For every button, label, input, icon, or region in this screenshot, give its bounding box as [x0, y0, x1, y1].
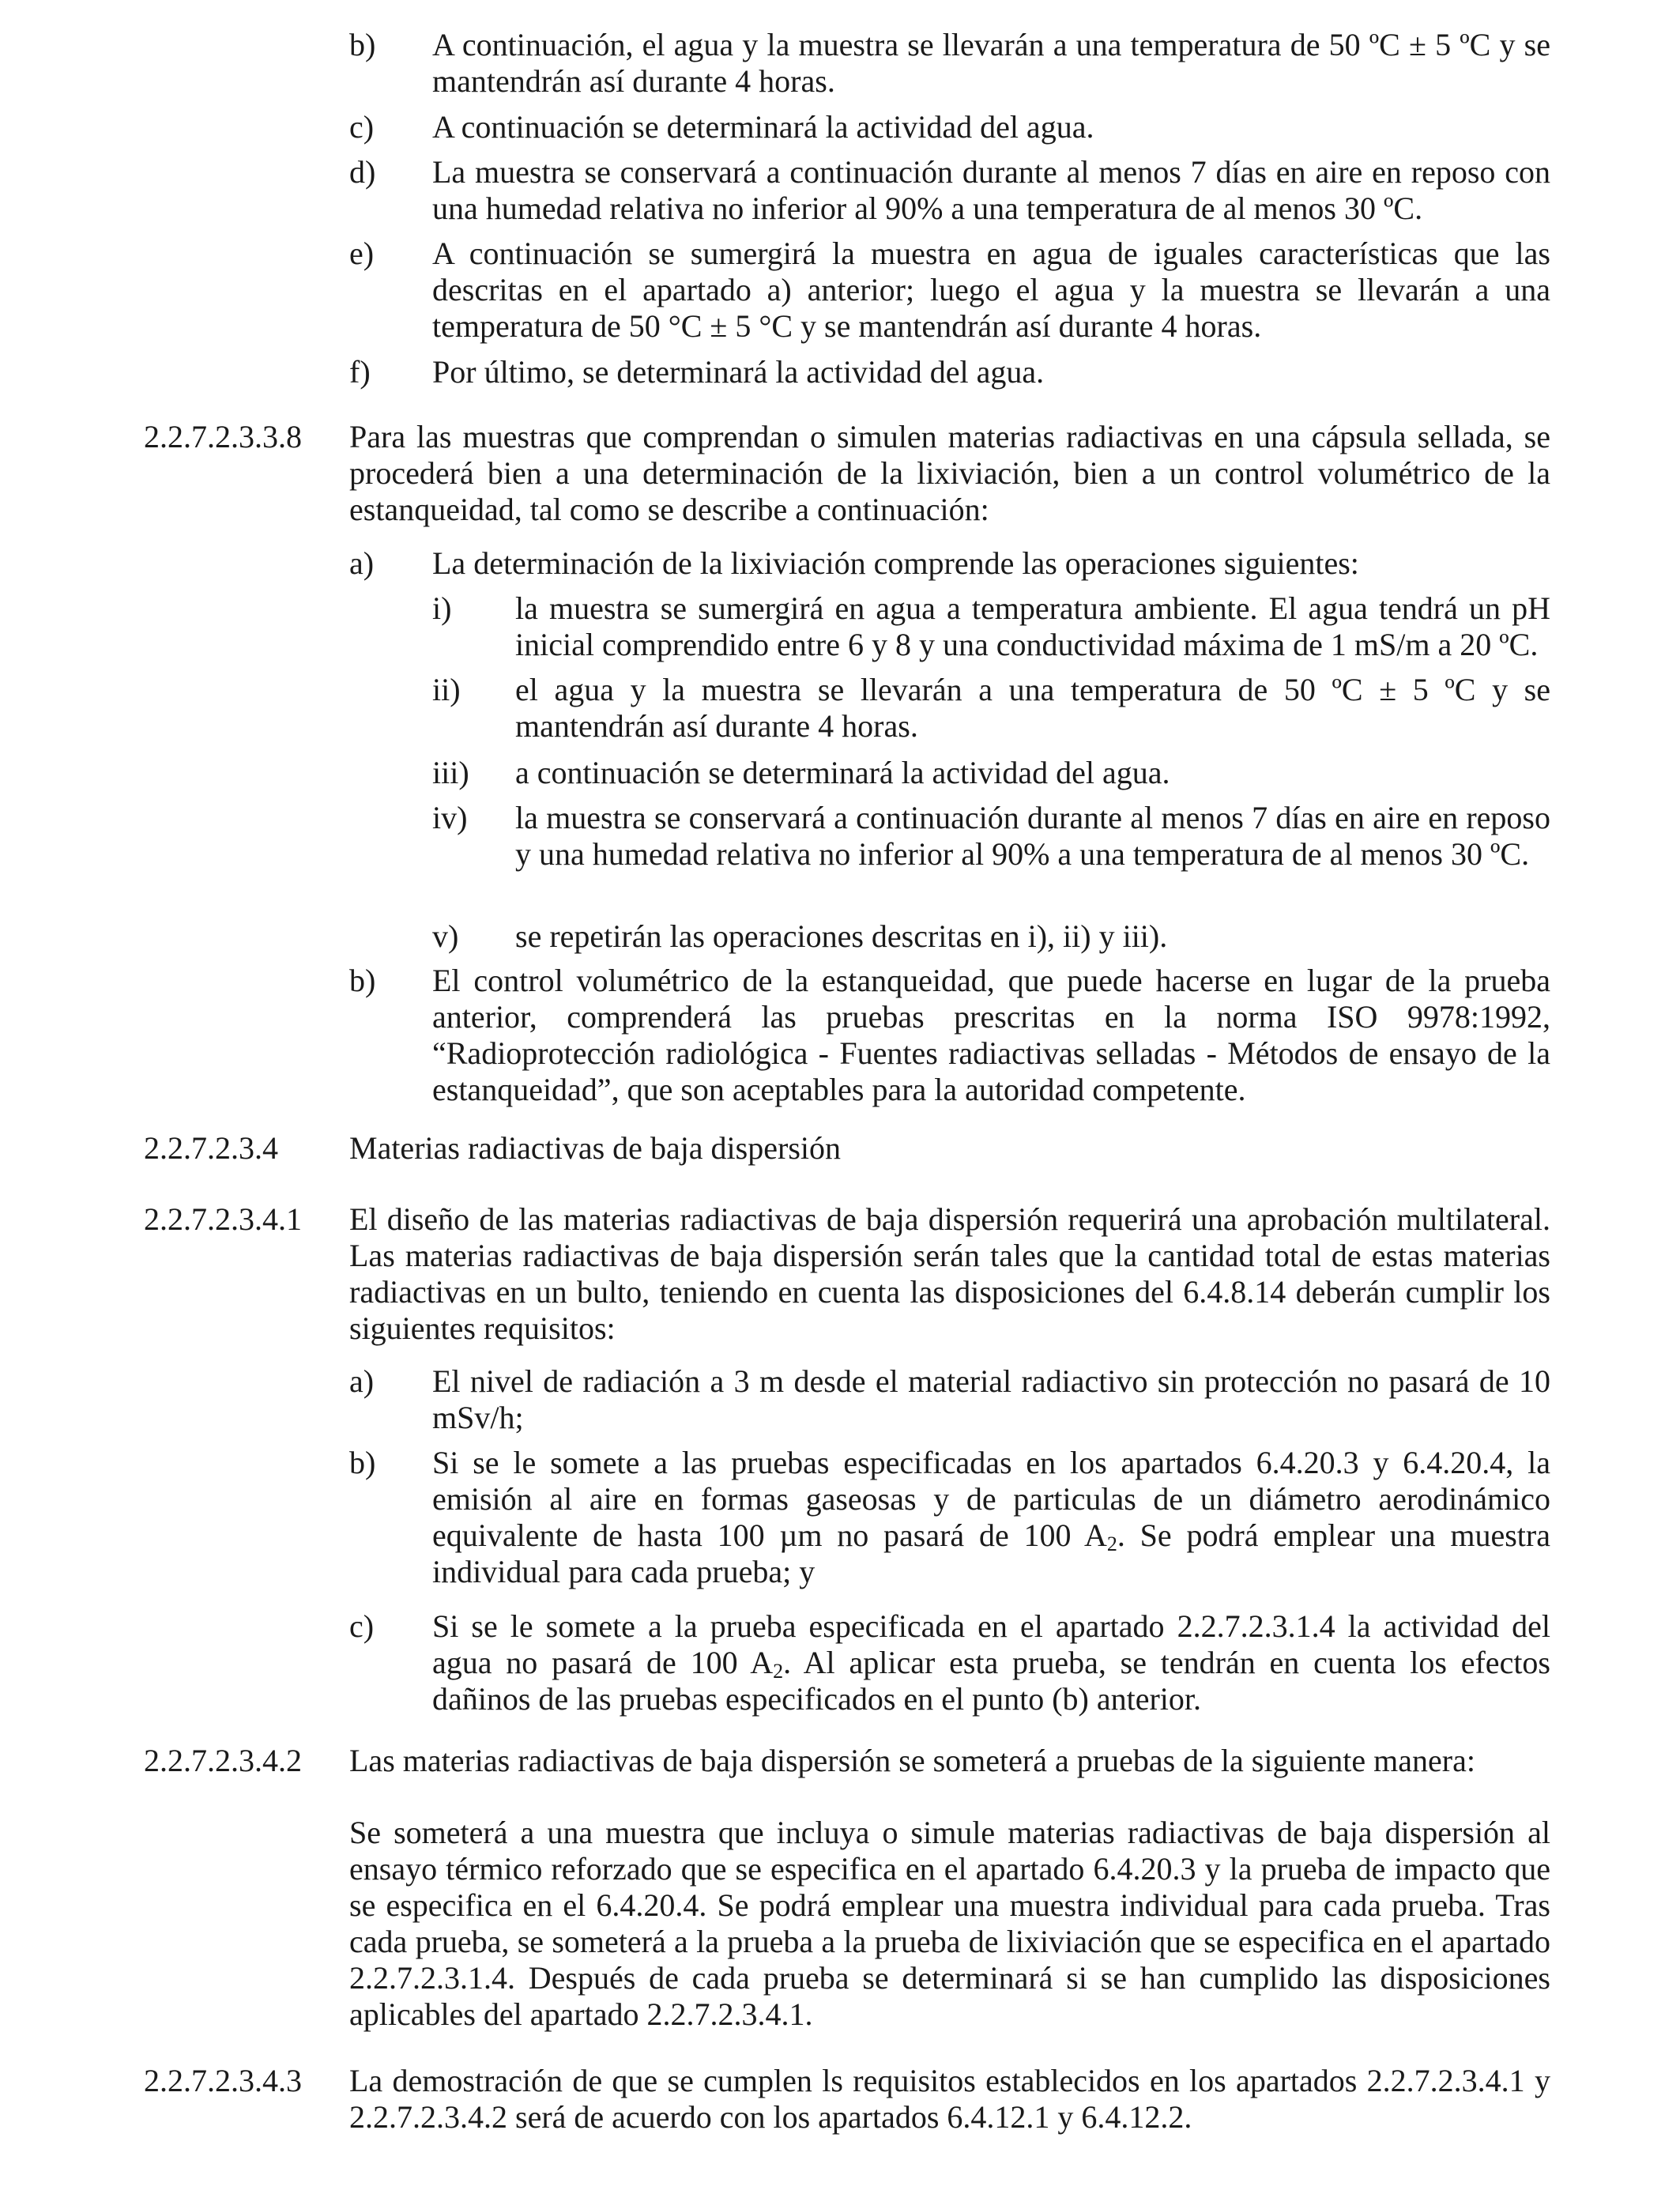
- section-text: La demostración de que se cumplen ls requisitos establecidos en los apartados 2.2.7.2.3.4.1 y 2.2.7.2.3.4.2 será de acuerdo con los apartados 6.4.12.1 y 6.4.12.2.: [349, 2063, 1550, 2135]
- list-text: Si se le somete a la prueba especificada en el apartado 2.2.7.2.3.1.4 la actividad del agua no pasará de 100 $A_2$. Al aplicar esta prueba, se tendrán en cuenta los efectos dañinos de las pruebas especificados en el punto (b) anterior.: [432, 1608, 1550, 1717]
- list-label: a): [349, 1363, 375, 1399]
- sublist-text: a continuación se determinará la actividad del agua.: [515, 755, 1170, 790]
- section-text: Para las muestras que comprendan o simulen materias radiactivas en una cápsula sellada, se procederá bien a una determinación de la lixiviación, bien a un control volumétrico de la estanqueidad, tal como se describe a continuación:: [349, 419, 1550, 527]
- section-number: 2.2.7.2.3.4.1: [144, 1201, 302, 1237]
- section-number: 2.2.7.2.3.3.8: [144, 419, 302, 454]
- sublist-label: v): [432, 918, 459, 954]
- section-number: 2.2.7.2.3.4: [144, 1130, 278, 1166]
- section-text: Las materias radiactivas de baja dispersión se someterá a pruebas de la siguiente manera:: [349, 1743, 1475, 1778]
- list-label: b): [349, 1445, 376, 1480]
- list-label: b): [349, 27, 376, 62]
- list-label: b): [349, 963, 376, 998]
- sublist-text: la muestra se conservará a continuación durante al menos 7 días en aire en reposo y una humedad relativa no inferior al 90% a una temperatura de al menos 30 ºC.: [515, 800, 1550, 872]
- list-text: Si se le somete a las pruebas especificadas en los apartados 6.4.20.3 y 6.4.20.4, la emisión al aire en formas gaseosas y de particulas de un diámetro aerodinámico equivalente de hasta 100 µm no pasará de 100 $A_2$. Se podrá emplear una muestra individual para cada prueba; y: [432, 1445, 1550, 1589]
- sublist-text: se repetirán las operaciones descritas en i), ii) y iii).: [515, 918, 1168, 954]
- list-text: Por último, se determinará la actividad del agua.: [432, 354, 1045, 390]
- list-text: La determinación de la lixiviación comprende las operaciones siguientes:: [432, 545, 1359, 581]
- sublist-label: i): [432, 590, 452, 626]
- list-text: A continuación se sumergirá la muestra en agua de iguales características que las descritas en el apartado a) anterior; luego el agua y la muestra se llevarán a una temperatura de 50 °C ± 5 °C y se mantendrán así durante 4 horas.: [432, 236, 1550, 344]
- list-text: El control volumétrico de la estanqueidad, que puede hacerse en lugar de la prueba anterior, comprenderá las pruebas prescritas en la norma ISO 9978:1992, “Radioprotección radiológica - Fuentes radiactivas selladas - Métodos de ensayo de la estanqueidad”, que son aceptables para la autoridad competente.: [432, 963, 1550, 1107]
- section-text: El diseño de las materias radiactivas de baja dispersión requerirá una aprobación multilateral. Las materias radiactivas de baja dispersión serán tales que la cantidad total de estas materias radiactivas en un bulto, teniendo en cuenta las disposiciones del 6.4.8.14 deberán cumplir los siguientes requisitos:: [349, 1201, 1550, 1346]
- list-text: La muestra se conservará a continuación durante al menos 7 días en aire en reposo con una humedad relativa no inferior al 90% a una temperatura de al menos 30 ºC.: [432, 154, 1550, 226]
- section-number: 2.2.7.2.3.4.2: [144, 1743, 302, 1778]
- subscript: 2: [773, 1660, 784, 1683]
- section-title: Materias radiactivas de baja dispersión: [349, 1130, 841, 1166]
- list-label: f): [349, 354, 371, 390]
- list-label: c): [349, 109, 375, 145]
- list-label: a): [349, 545, 375, 581]
- sublist-text: la muestra se sumergirá en agua a temperatura ambiente. El agua tendrá un pH inicial comprendido entre 6 y 8 y una conductividad máxima de 1 mS/m a 20 ºC.: [515, 590, 1550, 662]
- sublist-label: iii): [432, 755, 469, 790]
- sublist-text: el agua y la muestra se llevarán a una temperatura de 50 ºC ± 5 ºC y se mantendrán así durante 4 horas.: [515, 672, 1550, 744]
- sublist-label: iv): [432, 800, 468, 835]
- list-text: El nivel de radiación a 3 m desde el material radiactivo sin protección no pasará de 10 mSv/h;: [432, 1363, 1550, 1435]
- list-text: A continuación se determinará la actividad del agua.: [432, 109, 1094, 145]
- list-label: d): [349, 154, 376, 190]
- list-label: e): [349, 236, 375, 271]
- list-label: c): [349, 1608, 375, 1644]
- paragraph-text: Se someterá a una muestra que incluya o simule materias radiactivas de baja dispersión al ensayo térmico reforzado que se especifica en el apartado 6.4.20.3 y la prueba de impacto que se especifica en el 6.4.20.4. Se podrá emplear una muestra individual para cada prueba. Tras cada prueba, se someterá a la prueba a la prueba de lixiviación que se especifica en el apartado 2.2.7.2.3.1.4. Después de cada prueba se determinará si se han cumplido las disposiciones aplicables del apartado 2.2.7.2.3.4.1.: [349, 1815, 1550, 2032]
- sublist-label: ii): [432, 672, 461, 707]
- list-text: A continuación, el agua y la muestra se llevarán a una temperatura de 50 ºC ± 5 ºC y se mantendrán así durante 4 horas.: [432, 27, 1550, 99]
- subscript: 2: [1106, 1532, 1117, 1555]
- section-number: 2.2.7.2.3.4.3: [144, 2063, 302, 2098]
